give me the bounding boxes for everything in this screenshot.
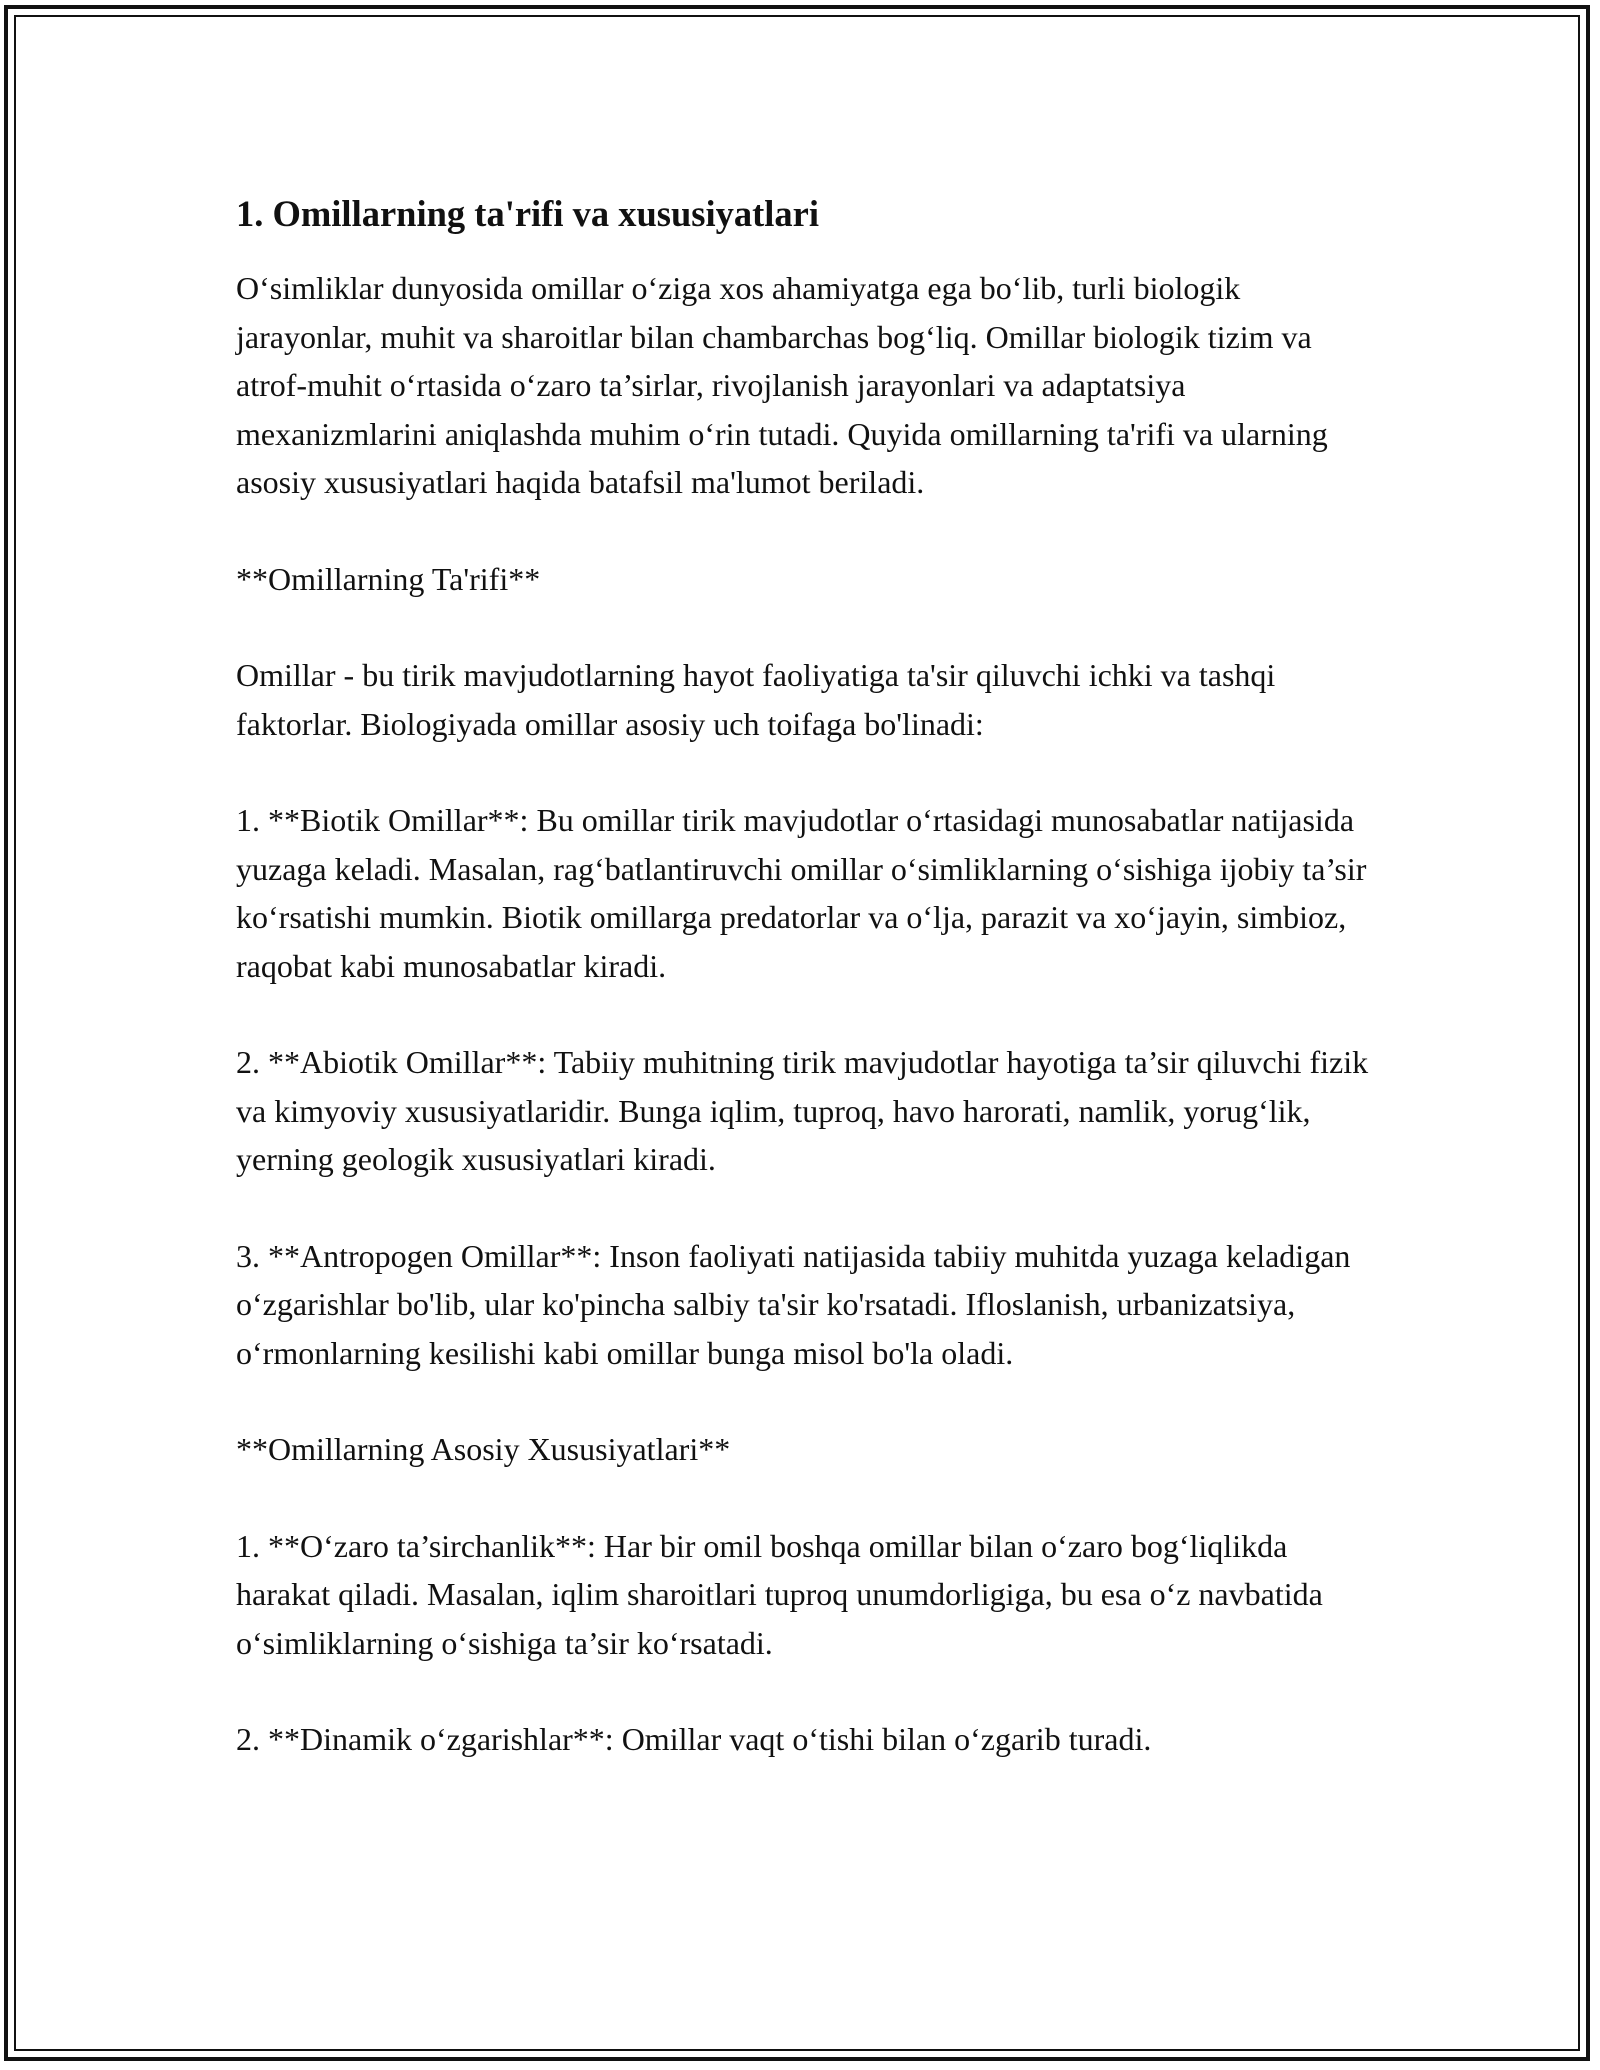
definition-paragraph: Omillar - bu tirik mavjudotlarning hayot faoliyatiga ta'sir qiluvchi ichki va tashqi faktorlar. Biologiyada omillar asosiy uch toifaga bo'linadi:	[236, 657, 1276, 742]
list-item-abiotic: 2. **Abiotik Omillar**: Tabiiy muhitning tirik mavjudotlar hayotiga ta’sir qiluvchi fizik va kimyoviy xususiyatlaridir. Bunga iqlim, tuproq, havo harorati, namlik, yorug‘lik, yerning geologik xususiyatlari kiradi.	[236, 1044, 1369, 1177]
subheading-properties: **Omillarning Asosiy Xususiyatlari**	[236, 1431, 731, 1467]
list-item-dynamic: 2. **Dinamik o‘zgarishlar**: Omillar vaqt o‘tishi bilan o‘zgarib turadi.	[236, 1721, 1152, 1757]
document-body	[236, 188, 1376, 1812]
list-item-anthropogenic: 3. **Antropogen Omillar**: Inson faoliyati natijasida tabiiy muhitda yuzaga keladigan o‘zgarishlar bo'lib, ular ko'pincha salbiy ta'sir ko'rsatadi. Ifloslanish, urbanizatsiya, o‘rmonlarning kesilishi kabi omillar bunga misol bo'la oladi.	[236, 1237, 1351, 1371]
list-item-biotic: 1. **Biotik Omillar**: Bu omillar tirik mavjudotlar o‘rtasidagi munosabatlar natijasida yuzaga keladi. Masalan, rag‘batlantiruvchi omillar o‘simliklarning o‘sishiga ijobiy ta’sir ko‘rsatishi mumkin. Biotik omillarga predatorlar va o‘lja, parazit va xo‘jayin, simbioz, raqobat kabi munosabatlar kiradi.	[236, 802, 1367, 984]
subheading-definition: **Omillarning Ta'rifi**	[236, 560, 541, 597]
intro-paragraph: O‘simliklar dunyosida omillar o‘ziga xos ahamiyatga ega bo‘lib, turli biologik jarayonlar, muhit va sharoitlar bilan chambarchas bog‘liq. Omillar biologik tizim va atrof-muhit o‘rtasida o‘zaro ta’sirlar, rivojlanish jarayonlari va adaptatsiya mexanizmlarini aniqlashda muhim o‘rin tutadi. Quyida omillarning ta'rifi va ularning asosiy xususiyatlari haqida batafsil ma'lumot beriladi.	[236, 270, 1328, 500]
list-item-interaction: 1. **O‘zaro ta’sirchanlik**: Har bir omil boshqa omillar bilan o‘zaro bog‘liqlikda harakat qiladi. Masalan, iqlim sharoitlari tuproq unumdorligiga, bu esa o‘z navbatida o‘simliklarning o‘sishiga ta’sir ko‘rsatadi.	[236, 1527, 1323, 1661]
section-heading: 1. Omillarning ta'rifi va xususiyatlari	[236, 193, 820, 234]
